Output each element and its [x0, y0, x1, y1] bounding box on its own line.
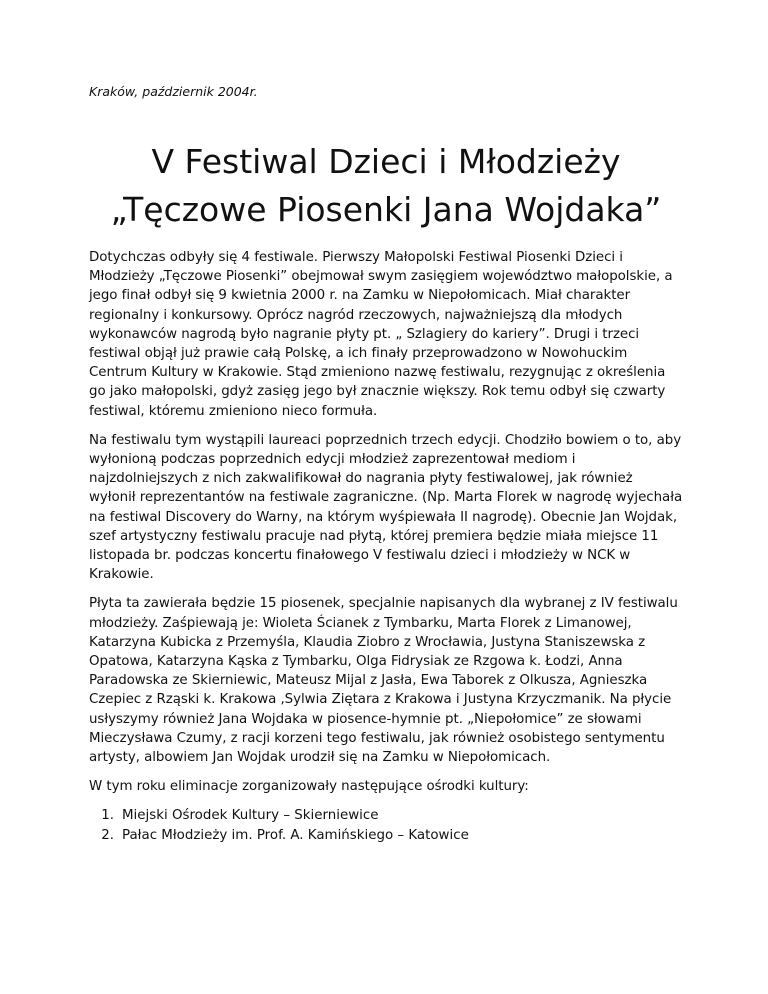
- list-item-text: Miejski Ośrodek Kultury – Skierniewice: [122, 808, 379, 824]
- paragraph: W tym roku eliminacje zorganizowały następujące ośrodki kultury:: [89, 779, 529, 795]
- list-item-number: 2.: [101, 827, 114, 843]
- paragraph: Na festiwalu tym wystąpili laureaci poprzednich trzech edycji. Chodziło bowiem o to, aby wyłonioną podczas poprzednich edycji młodzież zaprezentował mediom i najzdolniejszych z nich zakwalifikował do nagrania płyty festiwalowej, jak również wyłonił reprezentantów na festiwale zagraniczne. (Np. Marta Florek w nagrodę wyjechała na festiwal Discovery do Warny, na którym wyśpiewała II nagrodę). Obecnie Jan Wojdak, szef artystyczny festiwalu pracuje nad płytą, której premiera będzie miała miejsce 11 listopada br. podczas koncertu finałowego V festiwalu dzieci i młodzieży w NCK w Krakowie.: [89, 432, 683, 583]
- document-body: [89, 248, 683, 845]
- title-line-2: „Tęczowe Piosenki Jana Wojdaka”: [110, 190, 662, 229]
- paragraph: Płyta ta zawierała będzie 15 piosenek, specjalnie napisanych dla wybranej z IV festiwalu młodzieży. Zaśpiewają je: Wioleta Ścianek z Tymbarku, Marta Florek z Limanowej, Katarzyna Kubicka z Przemyśla, Klaudia Ziobro z Wrocławia, Justyna Staniszewska z Opatowa, Katarzyna Kąska z Tymbarku, Olga Fidrysiak ze Rzgowa k. Łodzi, Anna Paradowska ze Skierniewic, Mateusz Mijal z Jasła, Ewa Taborek z Olkusza, Agnieszka Czepiec z Rząski k. Krakowa ,Sylwia Ziętara z Krakowa i Justyna Krzyczmanik. Na płycie usłyszymy również Jana Wojdaka w piosence-hymnie pt. „Niepołomice” ze słowami Mieczysława Czumy, z racji korzeni tego festiwalu, jak również osobistego sentymentu artysty, albowiem Jan Wojdak urodził się na Zamku w Niepołomicach.: [89, 596, 678, 766]
- list-item: [89, 806, 683, 825]
- title-line-1: V Festiwal Dzieci i Młodzieży: [151, 142, 621, 181]
- list-item: [89, 826, 683, 845]
- paragraph: Dotychczas odbyły się 4 festiwale. Pierwszy Małopolski Festiwal Piosenki Dzieci i Młodzieży „Tęczowe Piosenki” obejmował swym zasięgiem województwo małopolskie, a jego finał odbył się 9 kwietnia 2000 r. na Zamku w Niepołomicach. Miał charakter regionalny i konkursowy. Oprócz nagród rzeczowych, najważniejszą dla młodych wykonawców nagrodą było nagranie płyty pt. „ Szlagiery do kariery”. Drugi i trzeci festiwal objął już prawie całą Polskę, a ich finały przeprowadzono w Nowohuckim Centrum Kultury w Krakowie. Stąd zmieniono nazwę festiwalu, rezygnując z określenia go jako małopolski, gdyż zasięg jego był znacznie większy. Rok temu odbył się czwarty festiwal, któremu zmieniono nieco formuła.: [89, 250, 673, 419]
- page-title: [69, 138, 703, 234]
- list-item-text: Pałac Młodzieży im. Prof. A. Kamińskiego – Katowice: [122, 827, 469, 843]
- organizer-list: [89, 806, 683, 844]
- list-item-number: 1.: [101, 808, 114, 824]
- place-date: Kraków, październik 2004r.: [89, 84, 258, 99]
